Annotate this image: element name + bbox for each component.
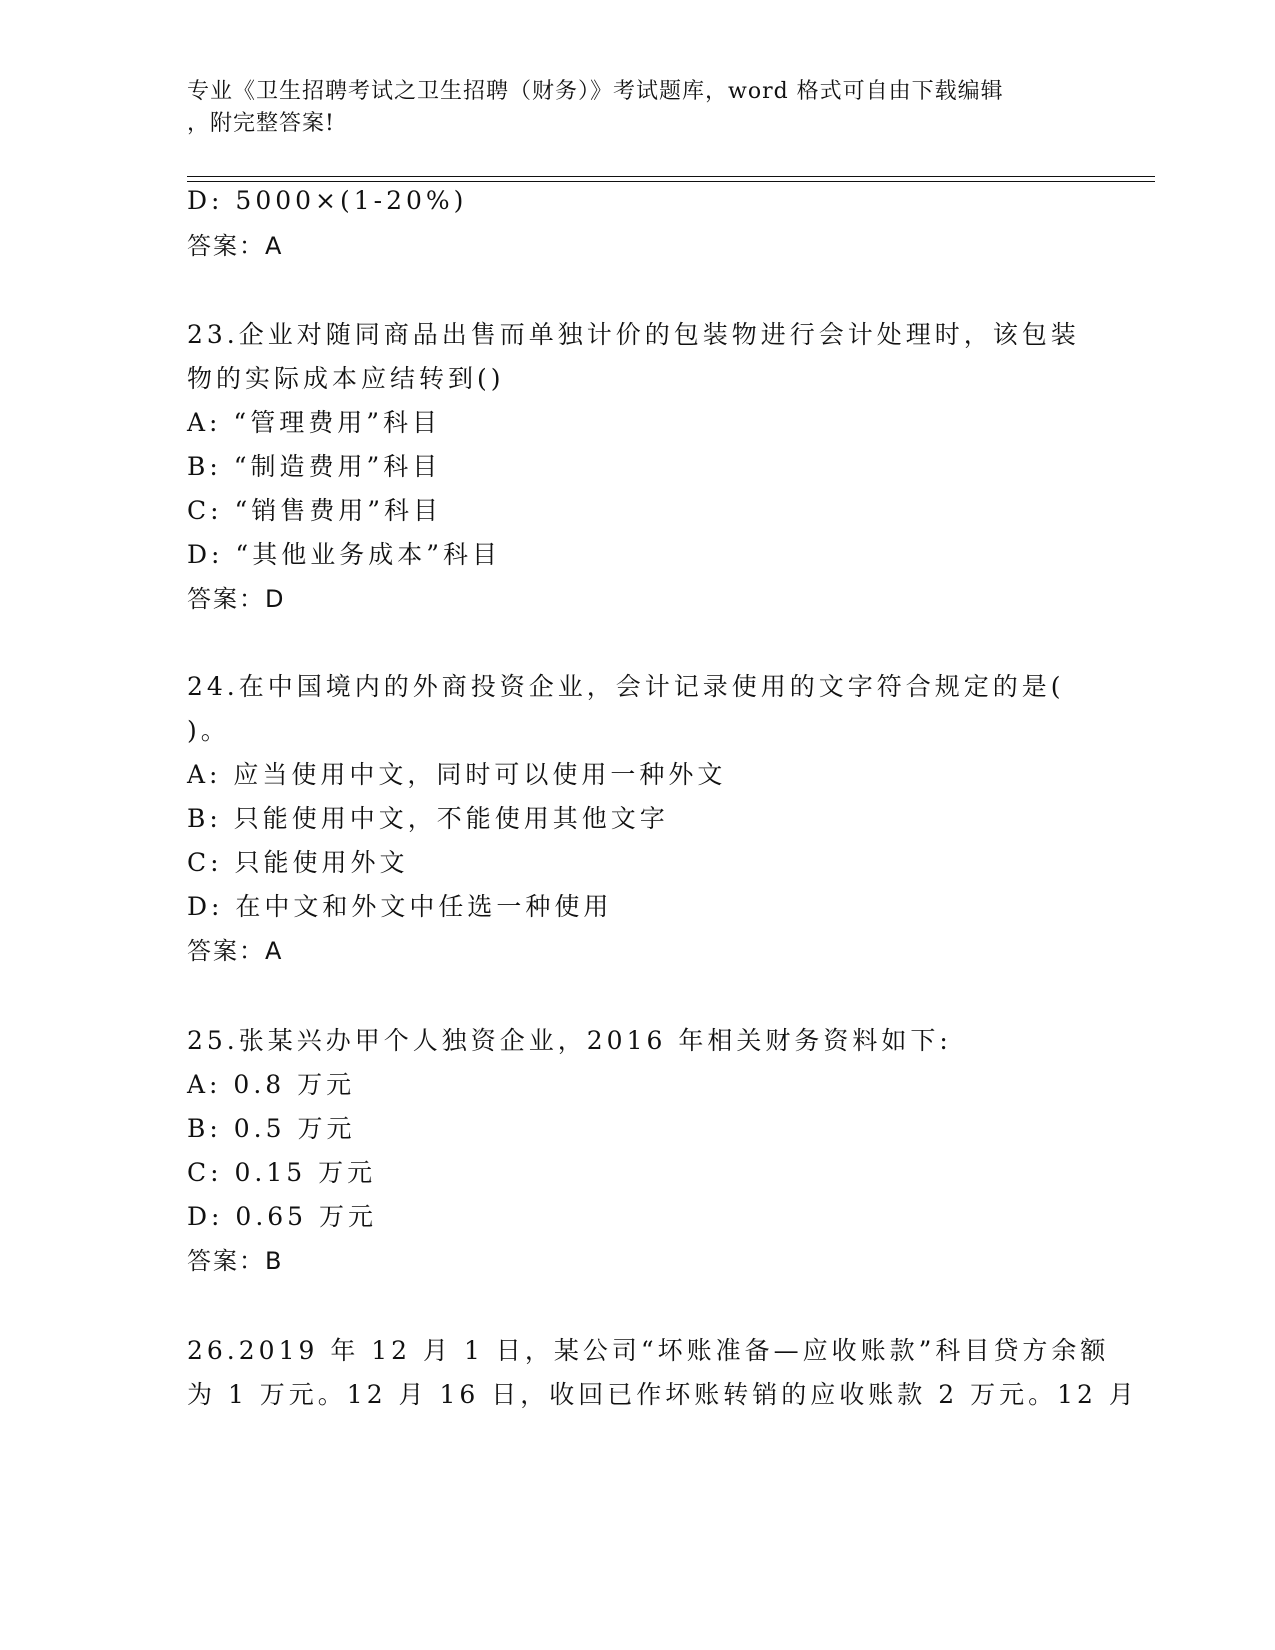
q23-answer: 答案：D — [187, 585, 286, 613]
q24-option-c: C: 只能使用外文 — [187, 848, 409, 877]
q26-stem-line-1: 26.2019 年 12 月 1 日，某公司“坏账准备—应收账款”科目贷方余额 — [187, 1336, 1110, 1365]
q23-option-a: A: “管理费用”科目 — [187, 408, 441, 437]
q23-option-d: D: “其他业务成本”科目 — [187, 540, 501, 569]
header-divider-top — [187, 176, 1155, 177]
header-divider-bottom — [187, 181, 1155, 182]
q23-stem-line-2: 物的实际成本应结转到() — [187, 364, 505, 393]
q23-option-c: C: “销售费用”科目 — [187, 496, 443, 525]
q25-option-a: A: 0.8 万元 — [187, 1070, 356, 1099]
q25-option-d: D: 0.65 万元 — [187, 1202, 378, 1231]
q24-stem-line-1: 24.在中国境内的外商投资企业，会计记录使用的文字符合规定的是( — [187, 672, 1065, 701]
document-header — [187, 76, 1077, 140]
q24-option-a: A: 应当使用中文，同时可以使用一种外文 — [187, 760, 727, 789]
q24-option-b: B: 只能使用中文，不能使用其他文字 — [187, 804, 669, 833]
q25-option-b: B: 0.5 万元 — [187, 1114, 356, 1143]
q25-stem-line-1: 25.张某兴办甲个人独资企业，2016 年相关财务资料如下: — [187, 1026, 952, 1055]
q26-stem-line-2: 为 1 万元。12 月 16 日，收回已作坏账转销的应收账款 2 万元。12 月 — [187, 1380, 1138, 1409]
q24-stem-line-2: )。 — [187, 716, 230, 745]
q23-option-b: B: “制造费用”科目 — [187, 452, 442, 481]
header-line-2: ，附完整答案! — [187, 111, 335, 136]
header-line-1: 专业《卫生招聘考试之卫生招聘（财务）》考试题库，word 格式可自由下载编辑 — [187, 79, 1004, 104]
q24-answer: 答案：A — [187, 937, 284, 965]
q25-option-c: C: 0.15 万元 — [187, 1158, 377, 1187]
q22-option-d: D: 5000×(1-20%) — [187, 186, 468, 215]
q24-option-d: D: 在中文和外文中任选一种使用 — [187, 892, 613, 921]
q22-answer: 答案：A — [187, 232, 284, 260]
q23-stem-line-1: 23.企业对随同商品出售而单独计价的包装物进行会计处理时，该包装 — [187, 320, 1080, 349]
q25-answer: 答案：B — [187, 1247, 284, 1275]
